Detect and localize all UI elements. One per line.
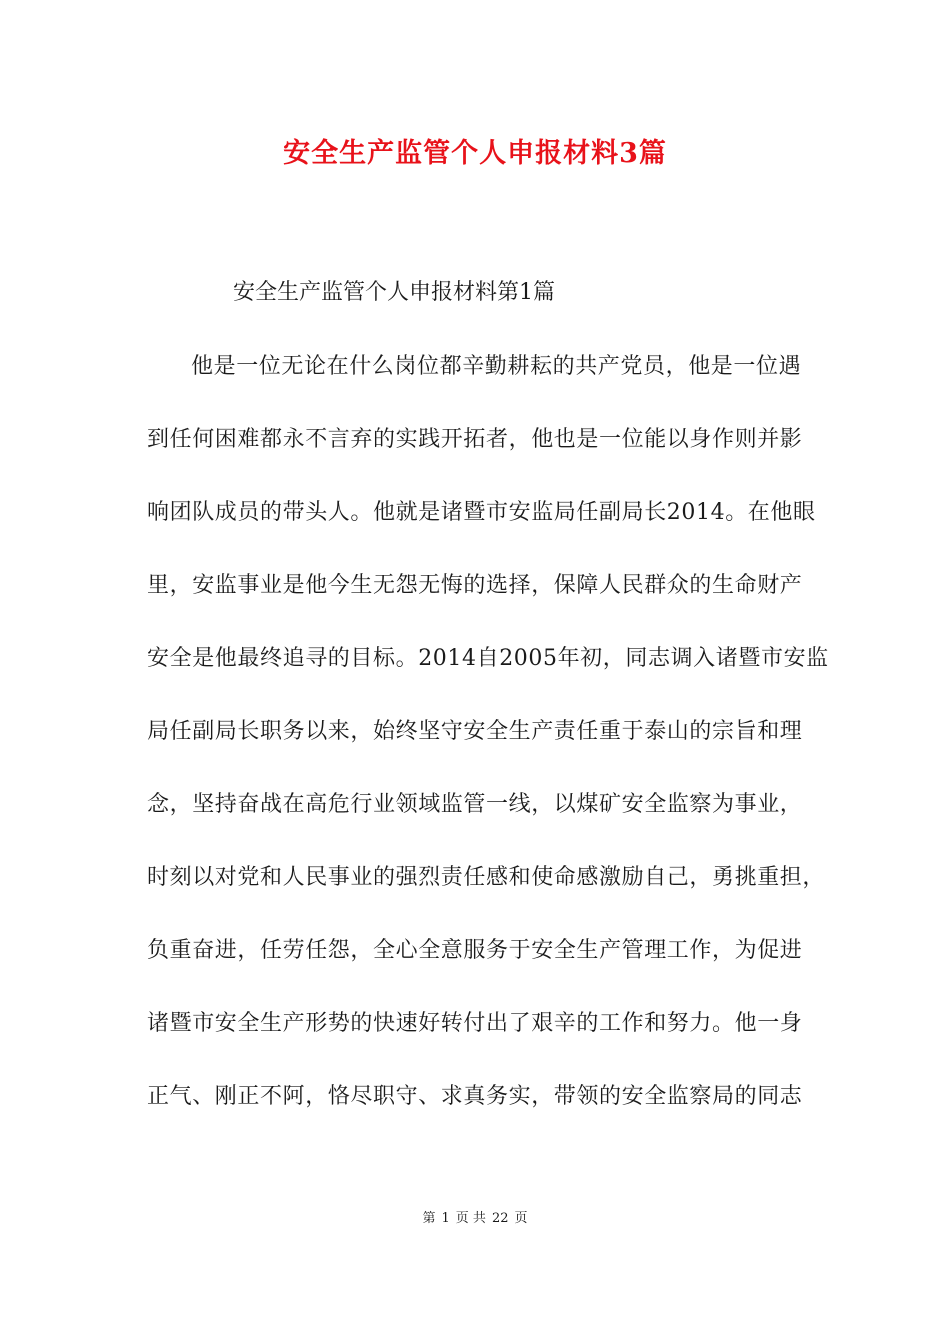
footer-prefix: 第 [422,1211,436,1226]
body-line: 安全是他最终追寻的目标。2014自2005年初，同志调入诸暨市安监 [147,646,829,671]
body-text [147,350,837,1153]
body-line: 念，坚持奋战在高危行业领域监管一线，以煤矿安全监察为事业， [147,792,803,817]
body-line: 正气、刚正不阿，恪尽职守、求真务实，带领的安全监察局的同志 [147,1084,803,1109]
page-footer [0,1209,950,1229]
footer-suffix: 页 [514,1211,528,1226]
body-line: 响团队成员的带头人。他就是诸暨市安监局任副局长2014。在他眼 [147,500,816,525]
document-title: 安全生产监管个人申报材料3篇 [283,138,667,169]
body-line: 到任何困难都永不言弃的实践开拓者，他也是一位能以身作则并影 [147,427,803,452]
body-line: 时刻以对党和人民事业的强烈责任感和使命感激励自己，勇挑重担， [147,865,826,890]
body-line: 诸暨市安全生产形势的快速好转付出了艰辛的工作和努力。他一身 [147,1011,803,1036]
section-subtitle: 安全生产监管个人申报材料第1篇 [233,280,555,305]
total-page-count: 22 [491,1211,509,1226]
body-line: 他是一位无论在什么岗位都辛勤耕耘的共产党员，他是一位遇 [191,354,802,379]
body-line: 负重奋进，任劳任怨，全心全意服务于安全生产管理工作，为促进 [147,938,803,963]
body-line: 局任副局长职务以来，始终坚守安全生产责任重于泰山的宗旨和理 [147,719,803,744]
body-line: 里，安监事业是他今生无怨无悔的选择，保障人民群众的生命财产 [147,573,803,598]
footer-middle: 页 共 [455,1211,486,1226]
current-page-number: 1 [441,1211,450,1226]
